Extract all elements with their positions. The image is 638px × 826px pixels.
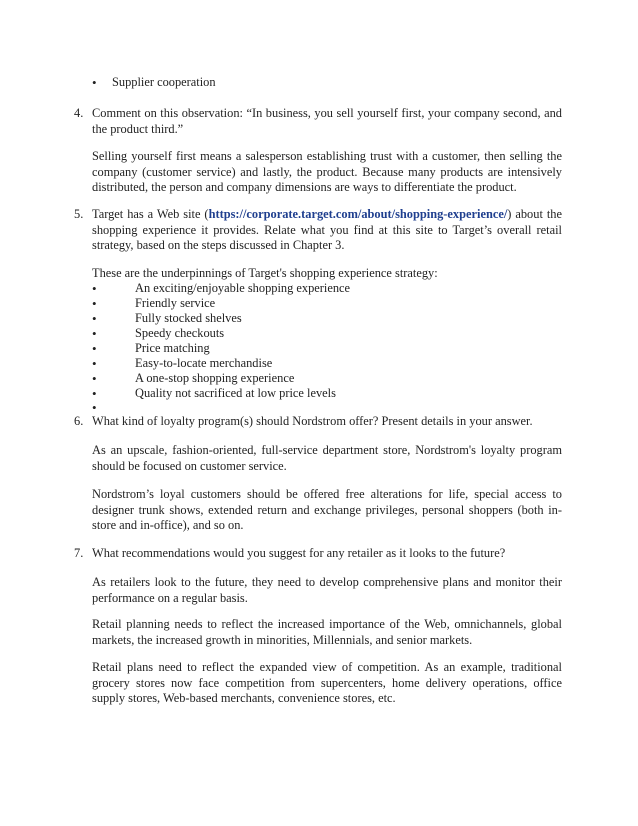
q7-answer-1: As retailers look to the future, they need to develop comprehensive plans and monitor their performance on a regular basis. [92, 575, 562, 605]
q6-answer-1: As an upscale, fashion-oriented, full-service department store, Nordstrom's loyalty program should be focused on customer service. [92, 443, 562, 473]
document-page: • Supplier cooperation 4. Comment on this observation: “In business, you sell yourself first, your company second, and the product third.” Selling yourself first means a salesperson establishing trust with a customer, then selling the company (customer service) and lastly, the product. Because many products are intensively distributed, the person and company dimensions are ways to differentiate the product. 5. Target has a Web site (https://corporate.target.com/about/shopping-experience/) about the shopping experience it provides. Relate what you find at this site to Target’s overall retail strategy, based on the steps discussed in Chapter 3. These are the underpinnings of Target's shopping experience strategy: • An exciting/enjoyable shopping experience • Friendly service • Fully stocked shelves • Speedy checkouts • Price matching • Easy-to-locate merchandise • A one-stop shopping experience • Quality not sacrificed at low price levels • 6. What kind of loyalty program(s) should Nordstrom offer? Present details in your answer. As an upscale, fashion-oriented, full-service department store, Nordstrom's loyalty program should be focused on customer service. Nordstrom’s loyal customers should be offered free alterations for life, special access to designer trunk shows, extended return and exchange privileges, personal shoppers (both in-store and in-office), and so on. 7. What recommendations would you suggest for any retailer as it looks to the future? As retailers look to the future, they need to develop comprehensive plans and monitor their performance on a regular basis. Retail planning needs to reflect the increased importance of the Web, omnichannels, global markets, the increased growth in minorities, Millennials, and senior markets. Retail plans need to reflect the expanded view of competition. As an example, traditional grocery stores now face competition from supercenters, home delivery operations, office supply stores, Web-based merchants, convenience stores, etc. [0, 0, 638, 826]
bullet-mark: • [92, 386, 97, 401]
q7-answer-3: Retail plans need to reflect the expanded view of competition. As an example, traditional grocery stores now face competition from supercenters, home delivery operations, office supply stores, Web-based merchants, convenience stores, etc. [92, 660, 562, 705]
q5-question-before: Target has a Web site ( [92, 207, 209, 221]
bullet-mark: • [92, 371, 97, 386]
bullet-mark: • [92, 400, 97, 415]
bullet-mark: • [92, 296, 97, 311]
bullet-mark: • [92, 281, 97, 296]
q7-answer-2: Retail planning needs to reflect the increased importance of the Web, omnichannels, global markets, the increased growth in minorities, Millennials, and senior markets. [92, 617, 562, 647]
q4-question: Comment on this observation: “In business, you sell yourself first, your company second, and the product third.” [92, 106, 562, 136]
q5-number: 5. [74, 207, 84, 221]
bullet-mark: • [92, 356, 97, 371]
bullet-mark: • [92, 341, 97, 356]
q5-question-after: ) about the shopping experience it provides. Relate what you find at this site to Target’s overall retail strategy, based on the steps discussed in Chapter 3. [92, 207, 562, 252]
bullet-mark: • [92, 326, 97, 341]
q5-intro: These are the underpinnings of Target's shopping experience strategy: [92, 266, 438, 280]
q5-question [92, 207, 562, 254]
q4-number: 4. [74, 106, 84, 120]
q6-question: What kind of loyalty program(s) should Nordstrom offer? Present details in your answer. [92, 414, 533, 428]
bullet-mark: • [92, 75, 97, 90]
supplier-cooperation-item: Supplier cooperation [112, 75, 216, 89]
bullet-mark: • [92, 311, 97, 326]
q4-answer: Selling yourself first means a salesperson establishing trust with a customer, then selling the company (customer service) and lastly, the product. Because many products are intensively distributed, the person and company dimensions are ways to differentiate the product. [92, 149, 562, 194]
target-link[interactable]: https://corporate.target.com/about/shopping-experience/ [208, 207, 508, 221]
q7-number: 7. [74, 546, 84, 560]
q6-number: 6. [74, 414, 84, 428]
q6-answer-2: Nordstrom’s loyal customers should be offered free alterations for life, special access to designer trunk shows, extended return and exchange privileges, personal shoppers (both in-store and in-office), and so on. [92, 487, 562, 532]
q7-question: What recommendations would you suggest for any retailer as it looks to the future? [92, 546, 506, 560]
